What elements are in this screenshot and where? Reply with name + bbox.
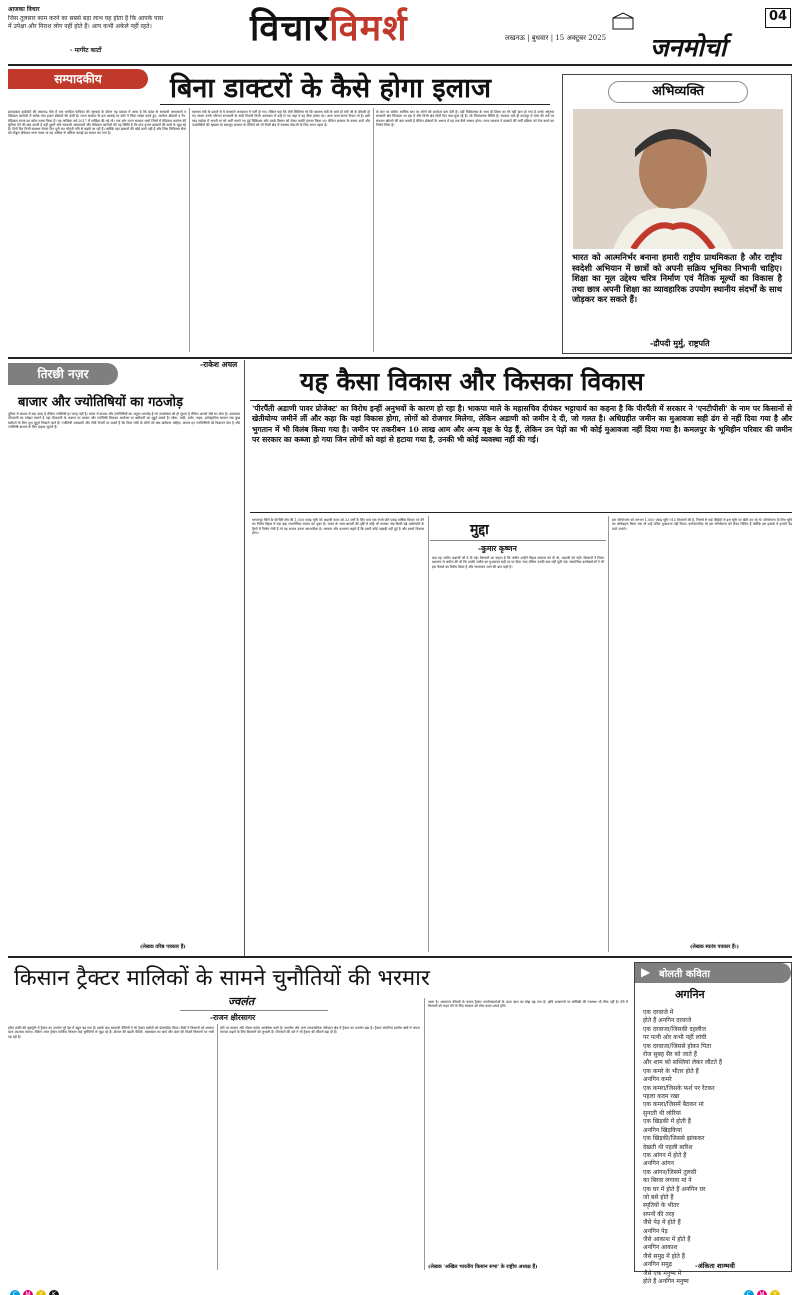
vikas-headline: यह कैसा विकास और किसका विकास	[300, 367, 644, 396]
president-portrait	[573, 109, 783, 249]
thought-of-day-label: आजका विचार	[8, 6, 40, 13]
city-date: लखनऊ | बुधवार | 15 अक्टूबर 2025	[505, 34, 607, 42]
editorial-col-2: स्वास्थ्य मंत्री के हवाले से ये सरकारी अस्पताल में भर्ती हो गए। लेकिन यहां कि ऐसी स्थितियां भी कि स्वास्थ्य मंत्री के जाते ही मंत्री जी के बीमारी हो गए अंततः उनके परिजन राजधानी के नामी गिरामी निजी अस्पताल में उन्हें ले गए जहां वे वह ठीक होकर घर। अगर कमा-करना टिकट तो है। इसी तरह महोबा में अपनी मां को भर्ती कराने गए हुई चिकित्सा और उनके बिस्तर को लेकर काफी हंगामा किया था। लेकिन सरकार के तमाम दावों और उपलब्धियों की श्रृंखला के बावजूद सरकार के मंत्रियों को भी निजी क्षेत्र में स्वास्थ्य सेवाओं के लिए जाना पड़ता है।	[192, 110, 370, 127]
editorial-headline: बिना डाक्टरों के कैसे होगा इलाज	[170, 73, 492, 104]
tractor-note: (लेखक 'अखिल भारतीय किसान सभा' के राष्ट्रीय अध्यक्ष हैं)	[428, 1264, 538, 1270]
kavita-line: एक घर में होते हैं अनगिन घर	[643, 1185, 706, 1193]
editorial-col-1: इलाहाबाद हाईकोर्ट की लखनऊ पीठ में एक जनहित याचिका की सुनवाई के दौरान यह प्रकाश में आया है कि प्रदेश के सरकारी अस्पतालों व मेडिकल कालेजों में करीब पांच हजार डॉक्टरों की कमी है। राज्य सरकार के इस आंकड़े पर कोर्ट ने चिंता व्यक्त करते हुए, कार्यरत डॉक्टरों व गैर-मेडिकल स्टाफ का ब्योरा तलब किया है। यह याचिका वर्ष 2017 में दाखिल की गई थी। एक ओर राज्य सरकार सभी जिलों में मेडिकल कालेज की सुविधा देने की बात करती है वहीं दूसरी ओर सरकारी अस्पतालों और मेडिकल कालेजों की यह स्थिति है कि पांच हजार डाक्टरों की कमी से जूझ रहे हैं। दिनों दिन निजी स्वास्थ्य सेवाएं दिन दूनी रात चौगुनी गति से बढ़ती जा रही हैं। क्योंकि वहां डाक्टरों की कोई कमी नहीं है और जिस चिकित्सा सेवा को नोबुल प्रोफेशन माना जाता था वह अधिक से अधिक कमाई का साधन बन गया है।	[8, 110, 186, 136]
masthead	[250, 2, 408, 51]
abhivyakti-label: अभिव्यक्ति	[608, 81, 748, 103]
vikas-col-2: बात यह जमीन अडाणी को दे दी गई। किसानों का कहना है कि जमीन उन्होंने बिहार सरकार को दी थी, अडाणी को नहीं। किसानों ने जिला प्रशासन से अपील की थी कि उनकी जमीन का मुआवजा सही दर पर दिया जाए लेकिन उनकी बात नहीं सुनी गई। सामाजिक कार्यकर्ताओं ने भी इस फैसले का विरोध किया है और न्यायालय जाने की बात कही है।	[432, 556, 604, 569]
kavita-line: जैसे समुद्र में होते हैं	[643, 1252, 685, 1260]
kavita-line: जो बसे होते हैं	[643, 1193, 674, 1201]
tirchhi-note: (लेखक वरिष्ठ पत्रकार हैं)	[140, 944, 186, 950]
editorial-col-3: के स्तर पर कमित आर्थिक स्तर पर लोगों को कर्जदार बना देती है। वहीं चिकित्सक के साथ ही शिक्षा का भी यही हाल हो गया है उनके अनुसार सरकारी क्षेत्र सिमटता जा रहा है और निजी क्षेत्र दिनों दिन फल-फूल रहे हैं। जो चिंताजनक स्थिति है। सरकार भले ही कानपुर में एम्स की तर्ज पर संस्थान खोलने की बात करती है लेकिन डॉक्टरों के अभाव में यह सब कैसे सम्भव होगा। राज्य सरकार ने डाक्टरों की भर्ती प्रक्रिया को तेज करने का निर्णय लिया है।	[376, 110, 554, 127]
kavita-line: एक कमरा/जिसमें बैठकर मां	[643, 1101, 704, 1109]
yellow-dot-right: Y	[770, 1290, 780, 1295]
kavita-line: अनगिन पेड़	[643, 1227, 668, 1235]
kavita-line: एक खिड़की में होती हैं	[643, 1118, 691, 1126]
color-registration-bar-right	[744, 1281, 783, 1295]
kavita-line: अनगिन आंगन	[643, 1160, 674, 1168]
kavita-line: अनगिन समुद्र	[643, 1261, 672, 1269]
thought-of-day-quote: जिस तुलसार काम करने का सबसे बड़ा लाभ यह होता है कि आपके पास में उपेक्षा और निराश लोग नहीं होते हैं। आप कभी अकेले नहीं रहते।	[8, 15, 164, 30]
editorial-label: सम्पादकीय	[8, 69, 148, 89]
kavita-lines	[643, 1009, 787, 1286]
kavita-line: एक आंगन में होते हैं	[643, 1151, 687, 1159]
tractor-headline: किसान ट्रैक्टर मालिकों के सामने चुनौतियों की भरमार	[14, 966, 430, 991]
kavita-line: अनगिन खिड़कियां	[643, 1126, 682, 1134]
kavita-line: एक दरवाजा/जिसकी दहलीज	[643, 1025, 706, 1033]
tirchhi-body: दुनिया में बाजार से सब जगह है लेकिन ज्योतिषी हर जगह नहीं है। भारत में बाजार और ज्योतिषियों का अनूठा गठजोड़ है जो उपभोक्ता को ही लूटता है लेकिन आपसे जेबें भर लेता है। आजकल दीपावली का त्योहार सामने है यहां दीपावली के अवसर पर बाजार और ज्योतिषी मिलकर धनतेरस पर खरीदारी का मुहूर्त बताते हैं। सोना, चांदी, बर्तन, वाहन, इलेक्ट्रानिक सामान सब कुछ खरीदने के लिए शुभ मुहूर्त निकाले जाते हैं। ज्योतिषी अखबारों और टीवी चैनलों पर बताते हैं कि किस राशि के लोगों को क्या खरीदना चाहिए। बाजार इन ज्योतिषियों को विज्ञापन देता है और ज्योतिषी बाजार के लिए ग्राहक जुटाते हैं।	[8, 412, 240, 429]
kavita-line: एक आंगन/जिसमें तुलसी	[643, 1168, 697, 1176]
kavita-line: जैसे पेड़ में होते हैं	[643, 1219, 681, 1227]
vikas-note: (लेखक स्वतंत्र पत्रकार हैं।)	[690, 944, 739, 950]
kavita-label: बोलती कविता	[659, 969, 710, 980]
tractor-col-2: होने पर सामान और स्पेयर-पार्ट्स अत्यधिक महंगे हैं। स्थानीय और अन्य व्यावसायिक परिवहन क्षेत्र में ट्रैक्टर का उपयोग बढ़ा है। ट्रैक्टर कंपनियां ग्रामीण क्षेत्रों में अपना व्यापार बढ़ाने के लिए किसानों को लुभाती हैं। जीएसटी की दरों ने भी ट्रैक्टर की कीमतें बढ़ा दी हैं।	[220, 1026, 420, 1035]
tirchhi-author: -राकेश अचल	[200, 360, 238, 369]
kavita-line: एक खिड़की/जिससे झांककर	[643, 1135, 705, 1143]
kavita-line: जैसे आकाश में होते हैं	[643, 1235, 691, 1243]
kavita-line: अनगिन कमरे	[643, 1076, 672, 1084]
kavita-line: का बिरवा लगाया मां ने	[643, 1177, 692, 1185]
kavita-line: और शाम को सब्जियां लेकर लौटते हैं	[643, 1059, 723, 1067]
kavita-line: होते हैं अनगिन दरवाजे	[643, 1017, 692, 1025]
mudda-label: मुद्दा	[470, 522, 489, 538]
abhivyakti-author: -द्रौपदी मुर्मु, राष्ट्रपति	[650, 338, 710, 348]
tractor-col-3: जाता है। असमान्य कीमतों के कारण ट्रैक्टर उपयोगकर्ताओं के ऊपर ऋण का बोझ बढ़ गया है। कृषि उपकरणों पर सब्सिडी की व्यवस्था भी ठीक नहीं है। ऐसे में किसानों को राहत देने के लिए सरकार को ठोस कदम उठाने होंगे।	[428, 1000, 628, 1009]
kavita-line: सुनाती थी लोरियां	[643, 1109, 681, 1117]
kavita-line: एक कमरा/जिसके फर्श पर रेंटकर	[643, 1084, 715, 1092]
cyan-dot-right: C	[744, 1290, 754, 1295]
kavita-line: एक दरवाजा/जिससे होकर पिता	[643, 1042, 712, 1050]
kavita-line: पर पत्नी ओर कभी नहीं लांघी	[643, 1034, 707, 1042]
kavita-title: अगनिन	[675, 988, 705, 1001]
kavita-line: स्मृतियों के भीतर	[643, 1202, 679, 1210]
color-registration-bar	[10, 1281, 62, 1295]
magenta-dot: M	[23, 1290, 33, 1295]
tirchhi-headline: बाजार और ज्योतिषियों का गठजोड़	[18, 395, 183, 410]
kavita-label-strip	[635, 963, 791, 983]
kavita-line: देखती थी पहली बारिश	[643, 1143, 693, 1151]
page-number: 04	[765, 8, 791, 28]
tirchhi-nazar-label: तिरछी नज़र	[8, 363, 118, 385]
kavita-line: एक कमरे के भीतर होते हैं	[643, 1067, 699, 1075]
tractor-col-1: हरित क्रांति की पृष्ठभूमि में ट्रैक्टर का उपयोग पूरे देश में बहुत बढ़ गया है। इसके बाद सरकारी नीतियों ने भी ट्रैक्टर खरीदी को प्रोत्साहित किया। बैंकों ने किसानों को आसान ऋण उपलब्ध कराए। लेकिन आज ट्रैक्टर मालिक किसान कई चुनौतियों से जूझ रहे हैं। डीजल की बढ़ती कीमतें, रखरखाव का खर्च और ऋण की किश्तें किसानों पर भारी पड़ रही हैं।	[8, 1026, 214, 1039]
cyan-dot: C	[10, 1290, 20, 1295]
megaphone-icon: ▶	[641, 965, 651, 979]
kavita-line: होते हैं अनगिन मनुष्य	[643, 1278, 689, 1285]
vikas-lead: 'पीरपैंती अडाणी पावर प्रोजेक्ट' का विरोध इन्हीं अनुभवों के कारण हो रहा है। भाकपा माले के महासचिव दीपंकर भट्टाचार्य का कहना है कि पीरपैंती में सरकार ने 'एनटीपीसी' के नाम पर किसानों से खेतीयोग्य जमीनें लीं और कहा कि यहां विकास होगा, लोगों को रोजगार मिलेगा, लेकिन अडाणी को जमीन दे दी, जो गलत है। अधिग्रहीत जमीन का मुआवजा सही ढंग से नहीं दिया गया है और भुगतान में भी विलंब किया गया है। जमीन पर तकरीबन 10 लाख आम और अन्य वृक्ष के पेड़ हैं, लेकिन उन पेड़ों का भी कोई मुआवजा नहीं दिया गया है। कमलपुर के भूमिहीन परिवार की जमीन पर सरकार का कब्जा हो गया जिन लोगों को वहां से हटाया गया है, उनकी भी कोई व्यवस्था नहीं की गई।	[252, 404, 792, 445]
mudda-author: -कुमार कृष्णन	[478, 544, 517, 553]
vikas-col-3: इस परियोजना को लगभग 1,050 एकड़ भूमि 915 किसानों की है, जिनसे से कई पीढ़ियों से इस भूमि पर खेती कर रहे थे। परियोजना के लिए भूमि का अधिग्रहण किया गया तो उन्हें उचित मुआवजा नहीं मिला। पर्यावरणविद भी इस परियोजना को लेकर चिंतित हैं क्योंकि इस इलाके में हजारों पेड़ काटे जाएंगे।	[612, 518, 792, 531]
kavita-line: अनगिन आकाश	[643, 1244, 678, 1252]
kavita-box	[634, 962, 792, 1285]
kavita-line: सपनों की तरह	[643, 1210, 675, 1218]
black-dot: K	[49, 1290, 59, 1295]
kavita-author: -अंकिता शाम्भवी	[695, 1262, 735, 1270]
brand-emblem-icon	[612, 12, 634, 30]
masthead-part-b: विमर्श	[329, 7, 408, 49]
vikas-col-1: भागलपुर जिले के पीरपैंती क्षेत्र की 1,050 एकड़ भूमि को अडाणी पावर को 33 वर्षों के लिए मात्र एक रुपये प्रति एकड़ वार्षिक किराए पर देने का निर्णय बिहार में एक बड़ा राजनीतिक सवाल बन चुका है। भारत के आम-आदमी की दृष्टि में कोई भी सरकार जब किसी बड़े उद्योगपति के हितों में निर्णय लेती है तो यह सवाल उठना स्वाभाविक है। सरकार और प्रशासन कहते हैं कि इसमें कोई गड़बड़ी नहीं हुई है और इससे विकास होगा।	[252, 518, 424, 535]
yellow-dot: Y	[36, 1290, 46, 1295]
abhivyakti-quote: भारत को आत्मनिर्भर बनाना हमारी राष्ट्रीय प्राथमिकता है और राष्ट्रीय स्वदेशी अभियान में छात्रों को अपनी सक्रिय भूमिका निभानी चाहिए। शिक्षा का मूल उद्देश्य चरित्र निर्माण एवं नैतिक मूल्यों का विकास है तथा छात्र अपनी शिक्षा का व्यावहारिक उपयोग स्थानीय संदर्भों के साथ जोड़कर कर सकते हैं।	[572, 252, 782, 305]
jvalant-label: ज्वलंत	[228, 995, 255, 1008]
kavita-line: एक दरवाजे में	[643, 1009, 674, 1016]
magenta-dot-right: M	[757, 1290, 767, 1295]
kavita-line: पहला कदम रखा	[643, 1093, 680, 1101]
kavita-line: जैसे एक मनुष्य में	[643, 1269, 682, 1277]
thought-of-day-author: - मार्गरेट कार्टो	[70, 47, 102, 54]
kavita-line: रोज सुबह सैर को जाते हैं	[643, 1051, 697, 1059]
masthead-part-a: विचार	[250, 7, 330, 49]
tractor-author: -राजन क्षीरसागर	[210, 1013, 256, 1022]
brand-name: जनमोर्चा	[650, 33, 727, 62]
